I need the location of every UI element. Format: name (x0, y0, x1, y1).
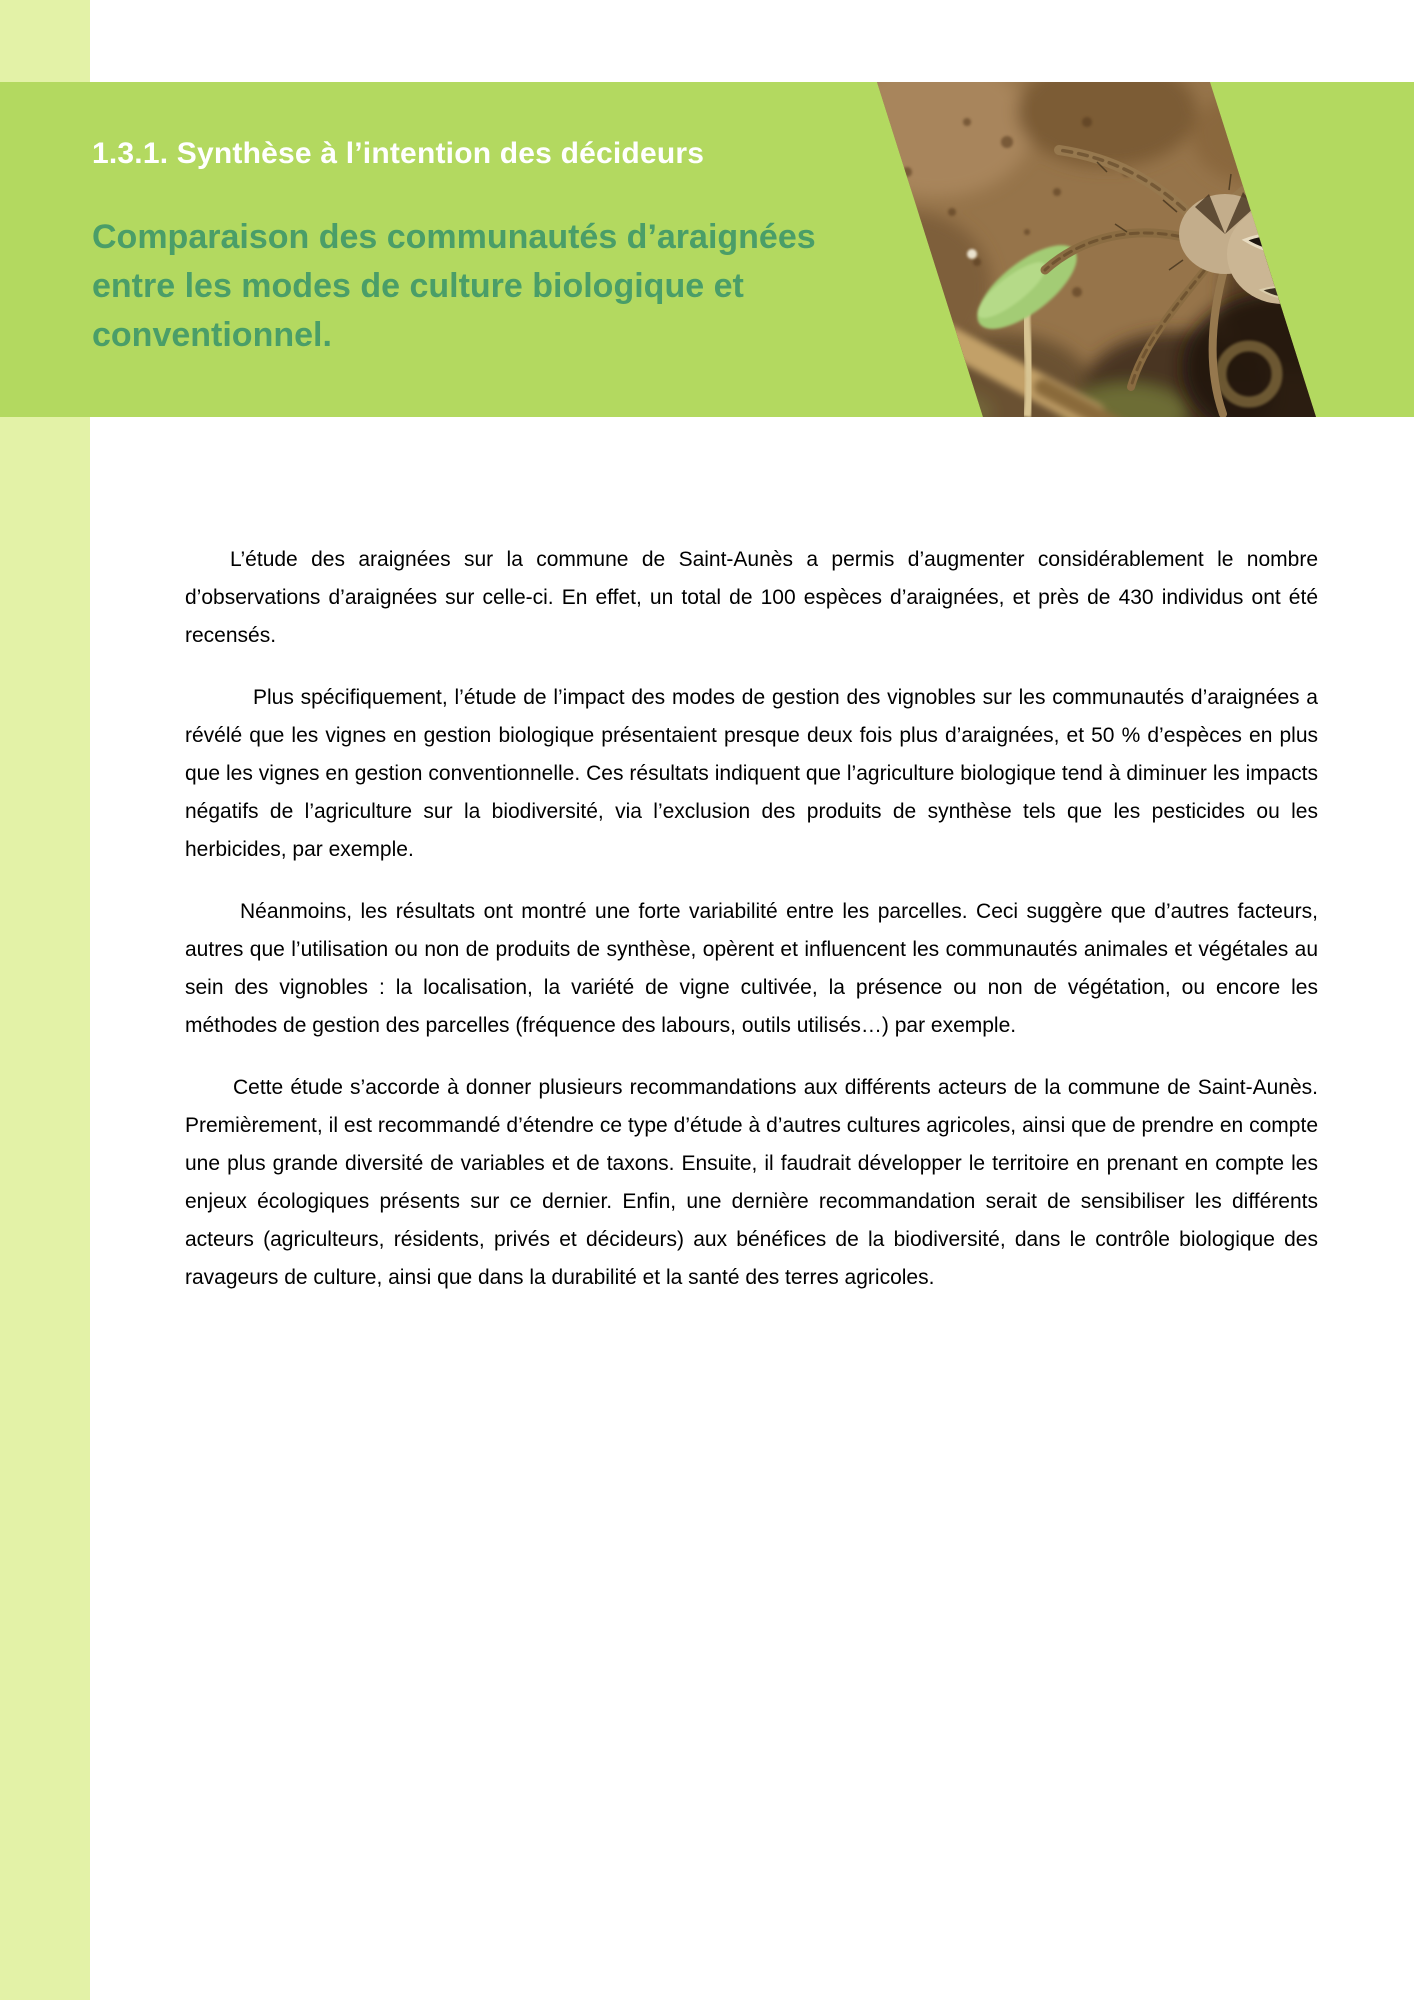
body-paragraph-1: L’étude des araignées sur la commune de Saint-Aunès a permis d’augmenter considérablement le nombre d’observations d’araignées sur celle-ci. En effet, un total de 100 espèces d’araignées, et près de 430 individus ont été recensés. (185, 548, 1318, 647)
body-paragraph-2: Plus spécifiquement, l’étude de l’impact des modes de gestion des vignobles sur les communautés d’araignées a révélé que les vignes en gestion biologique présentaient presque deux fois plus d’araignées, et 50 % d’espèces en plus que les vignes en gestion conventionnelle. Ces résultats indiquent que l’agriculture biologique tend à diminuer les impacts négatifs de l’agriculture sur la biodiversité, via l’exclusion des produits de synthèse tels que les pesticides ou les herbicides, par exemple. (185, 686, 1318, 861)
body-paragraph-4: Cette étude s’accorde à donner plusieurs recommandations aux différents acteurs de la commune de Saint-Aunès. Premièrement, il est recommandé d’étendre ce type d’étude à d’autres cultures agricoles, ainsi que de prendre en compte une plus grande diversité de variables et de taxons. Ensuite, il faudrait développer le territoire en prenant en compte les enjeux écologiques présents sur ce dernier. Enfin, une dernière recommandation serait de sensibiliser les différents acteurs (agriculteurs, résidents, privés et décideurs) aux bénéfices de la biodiversité, dans le contrôle biologique des ravageurs de culture, ainsi que dans la durabilité et la santé des terres agricoles. (185, 1076, 1318, 1289)
body-paragraph-3: Néanmoins, les résultats ont montré une forte variabilité entre les parcelles. Ceci suggère que d’autres facteurs, autres que l’utilisation ou non de produits de synthèse, opèrent et influencent les communautés animales et végétales au sein des vignobles : la localisation, la variété de vigne cultivée, la présence ou non de végétation, ou encore les méthodes de gestion des parcelles (fréquence des labours, outils utilisés…) par exemple. (185, 900, 1318, 1037)
section-heading: 1.3.1. Synthèse à l’intention des décideurs (92, 137, 705, 170)
summary-body (185, 541, 1318, 1321)
report-title: Comparaison des communautés d’araignées entre les modes de culture biologique et conventionnel. (92, 218, 816, 354)
header-band (0, 82, 1414, 417)
